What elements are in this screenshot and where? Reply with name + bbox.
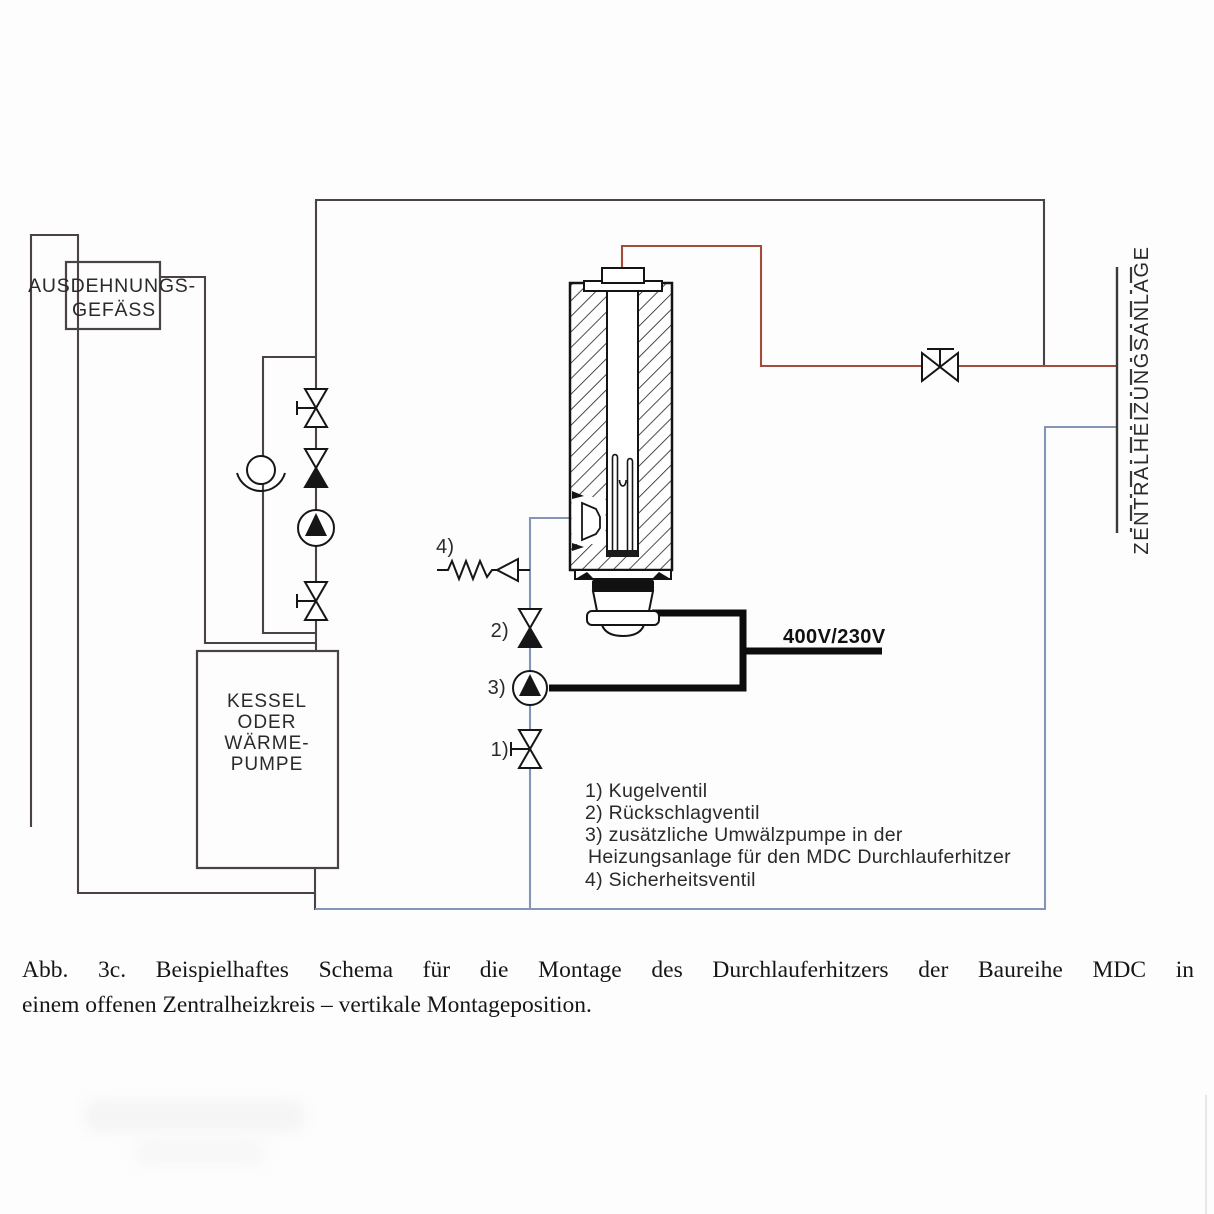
callout-4: 4) xyxy=(436,536,455,558)
heater-top-fitting xyxy=(602,268,644,283)
column-ball-valve xyxy=(511,730,541,768)
callout-1: 1) xyxy=(490,739,509,761)
top-loop-pipe xyxy=(315,200,1044,366)
scan-edge-artifact xyxy=(1205,1095,1207,1214)
boiler-label-1: KESSEL xyxy=(227,691,307,712)
column-check-valve xyxy=(519,609,541,647)
caption-line-1: Abb. 3c. Beispielhaftes Schema für die Montage des Durchlauferhitzers der Baureihe MDC in xyxy=(22,957,1194,983)
riser-ball-valve-bottom xyxy=(297,582,327,620)
riser-check-valve xyxy=(305,449,327,487)
riser-pump xyxy=(298,510,334,546)
heater-inlet-column xyxy=(530,518,573,909)
figure-caption xyxy=(22,953,1194,1023)
connector-cup xyxy=(593,591,653,611)
legend-line-3: 3) zusätzliche Umwälzpumpe in der xyxy=(585,824,903,846)
expansion-vessel-label-2: GEFÄSS xyxy=(72,299,156,321)
expansion-riser-pipe xyxy=(31,235,315,893)
element-base-plate xyxy=(607,550,638,557)
column-pump xyxy=(513,671,547,705)
mdc-heater xyxy=(570,268,672,636)
gasket-ring xyxy=(592,580,654,591)
watermark-smudge xyxy=(85,1100,305,1132)
legend-line-2: 2) Rückschlagventil xyxy=(585,802,760,824)
riser-ball-valve-top xyxy=(297,389,327,427)
flow-shutoff-valve xyxy=(922,349,958,381)
dark-piping xyxy=(31,200,1044,910)
heater-inner-cavity xyxy=(607,288,638,556)
legend-line-5: 4) Sicherheitsventil xyxy=(585,869,756,891)
heater-flow-pipe xyxy=(622,246,1117,366)
expansion-vessel-label-1: AUSDEHNUNGS- xyxy=(28,275,196,297)
central-heating-label: ZENTRALHEIZUNGSANLAGE xyxy=(1131,245,1153,555)
legend-line-1: 1) Kugelventil xyxy=(585,780,708,802)
expansion-connection-pipe xyxy=(160,277,316,643)
callout-3: 3) xyxy=(487,677,506,699)
voltage-label: 400V/230V xyxy=(783,626,886,648)
bypass-gauge xyxy=(237,456,285,491)
caption-line-2: einem offenen Zentralheizkreis – vertikale Montageposition. xyxy=(22,992,592,1018)
bypass-loop-pipe xyxy=(263,357,316,633)
flow-line-hot xyxy=(622,246,1117,366)
boiler-label-3: WÄRME- xyxy=(224,733,310,754)
legend-line-4: Heizungsanlage für den MDC Durchlauferhitzer xyxy=(588,846,1011,868)
watermark-smudge xyxy=(135,1140,265,1166)
boiler-label-2: ODER xyxy=(237,712,297,733)
connector-collar xyxy=(587,611,659,625)
boiler-label-4: PUMPE xyxy=(230,754,304,775)
central-heating-boundary xyxy=(1117,267,1131,533)
connector-dome xyxy=(602,625,644,636)
safety-valve xyxy=(437,559,530,581)
callout-2: 2) xyxy=(490,620,509,642)
